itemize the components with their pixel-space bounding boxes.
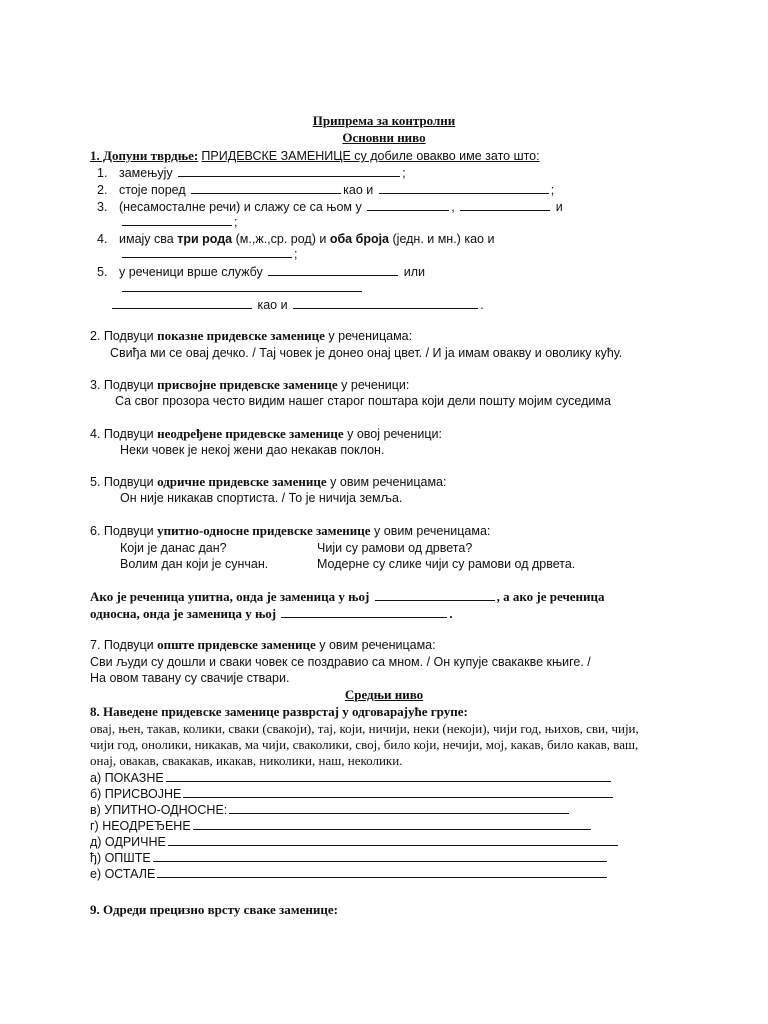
answer-blank[interactable] [168,834,618,846]
q1-item-5-cont2: као и . [110,297,484,313]
q6-heading: 6. Подвуци упитно-односне придевске заменице у овим реченицама: [90,523,491,538]
q7-sentence-1: Сви људи су дошли и сваки човек се поздравио са мном. / Он купује свакакве књиге. / [90,655,591,669]
answer-blank[interactable] [166,770,611,782]
answer-blank[interactable] [268,264,398,276]
group-neodredjene: г) НЕОДРЕЂЕНЕ [90,818,593,834]
q1-item-3: 3. (несамосталне речи) и слажу се са њом у , и [97,200,563,214]
answer-blank[interactable] [193,818,591,830]
rule-line-2: односна, онда је заменица у њој . [90,606,453,621]
level-basic-heading: Основни ниво [342,130,426,145]
answer-blank[interactable] [183,786,613,798]
q1-item-4-cont: ; [120,246,297,262]
q1-heading [90,148,540,164]
answer-blank[interactable] [375,589,495,601]
q4-sentence: Неки човек је некој жени дао некакав поклон. [120,443,385,457]
q1-item-4: 4. имају сва три рода (м.,ж.,ср. род) и оба броја (једн. и мн.) као и [97,232,495,246]
answer-blank[interactable] [122,246,292,258]
answer-blank[interactable] [191,182,341,194]
group-odricne: д) ОДРИЧНЕ [90,834,620,850]
worksheet-title: Припрема за контролни [312,113,456,128]
q6-sentence-4: Модерне су слике чији су рамови од дрвета. [317,557,576,571]
q1-item-5: 5. у реченици врше службу или [97,265,426,279]
q4-heading: 4. Подвуци неодређене придевске заменице у овој реченици: [90,426,442,441]
answer-blank[interactable] [229,802,569,814]
q1-label: 1. Допуни тврдње: [90,148,199,163]
answer-blank[interactable] [157,866,607,878]
answer-blank[interactable] [153,850,607,862]
q1-item-3-cont: ; [120,214,237,230]
q6-row-1 [120,540,720,556]
group-pokazne: а) ПОКАЗНЕ [90,770,613,786]
group-upitno-odnosne: в) УПИТНО-ОДНОСНЕ: [90,802,571,818]
q1-item-1: 1. замењују ; [97,166,406,180]
answer-blank[interactable] [122,214,232,226]
rule-line-1: Ако је реченица упитна, онда је заменица у њој , а ако је реченица [90,589,605,604]
q7-sentence-2: На овом тавану су свачије ствари. [90,671,290,685]
q5-sentence: Он није никакав спортиста. / То је ничија земља. [120,491,403,505]
q8-heading: 8. Наведене придевске заменице разврстај у одговарајуће групе: [90,704,468,719]
group-opste: ђ) ОПШТЕ [90,850,609,866]
q1-intro: ПРИДЕВСКЕ ЗАМЕНИЦЕ су добиле овакво име зато што: [201,149,540,163]
group-ostale: е) ОСТАЛЕ [90,866,609,882]
q1-item-2: 2. стоје поред као и ; [97,183,555,197]
q2-heading: 2. Подвуци показне придевске заменице у реченицама: [90,328,413,343]
answer-blank[interactable] [293,297,478,309]
level-mid-heading: Средњи ниво [344,687,424,702]
q8-list-2: чији год, онолики, никакав, ма чији, сваколики, свој, било који, нечији, мој, какав, било какав, ваш, [90,737,639,752]
answer-blank[interactable] [379,182,549,194]
q5-heading: 5. Подвуци одричне придевске заменице у овим реченицама: [90,474,447,489]
answer-blank[interactable] [178,165,400,177]
answer-blank[interactable] [460,199,550,211]
answer-blank[interactable] [367,199,449,211]
answer-blank[interactable] [281,606,447,618]
answer-blank[interactable] [112,297,252,309]
q3-sentence: Са свог прозора често видим нашег старог поштара који дели пошту мојим суседима [115,394,611,408]
q2-sentence: Свиђа ми се овај дечко. / Тај човек је донео онај цвет. / И ја имам овакву и оволику кућу. [110,346,623,360]
q9-heading: 9. Одреди прецизно врсту сваке заменице: [90,902,338,917]
q1-item-5-cont [120,280,364,296]
q8-list-3: онај, овакав, свакакав, икакав, николики, наш, неколики. [90,753,403,768]
q3-heading: 3. Подвуци присвојне придевске заменице у реченици: [90,377,410,392]
group-prisvojne: б) ПРИСВОЈНЕ [90,786,615,802]
q6-row-2 [120,556,720,572]
q6-sentence-1: Који је данас дан? [120,541,227,555]
q7-heading: 7. Подвуци опште придевске заменице у овим реченицама: [90,637,436,652]
q6-sentence-2: Чији су рамови од дрвета? [317,541,473,555]
q6-sentence-3: Волим дан који је сунчан. [120,557,269,571]
answer-blank[interactable] [122,280,362,292]
q8-list-1: овај, њен, такав, колики, сваки (свакоји), тај, који, ничији, неки (некоји), чији год, њихов, сви, чији, [90,721,639,736]
